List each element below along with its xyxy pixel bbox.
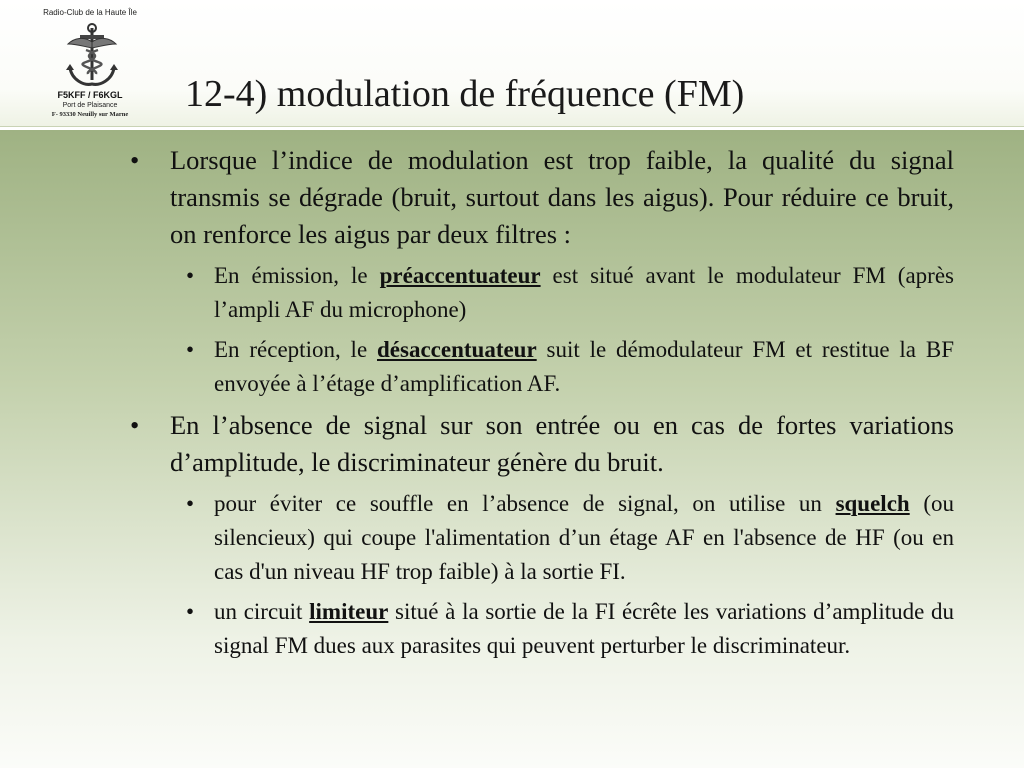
bullet-dot-icon: •	[130, 145, 140, 175]
bullet-1-text: Lorsque l’indice de modulation est trop faible, la qualité du signal transmis se dégrade (bruit, surtout dans les aigus). Pour réduire ce bruit, on renforce les aigus par deux filtres :	[170, 145, 954, 249]
term-squelch: squelch	[835, 491, 910, 516]
sub-text-before: En réception, le	[214, 337, 377, 362]
sub-text-before: un circuit	[214, 599, 310, 624]
bullet-2	[130, 407, 954, 481]
club-name: Radio-Club de la Haute Île	[43, 8, 137, 17]
slide-body	[130, 142, 954, 667]
bullet-dot-icon: •	[186, 263, 195, 288]
sub-text-before: pour éviter ce souffle en l’absence de signal, on utilise un	[214, 491, 836, 516]
sub-text-before: En émission, le	[214, 263, 380, 288]
sub-text-after: situé à la sortie de la FI écrête les variations d’amplitude du signal FM dues aux parasites qui peuvent perturber le discriminateur.	[214, 599, 955, 658]
sub-text-after: suit le démodulateur FM et restitue la BF envoyée à l’étage d’amplification AF.	[214, 337, 954, 396]
bullet-dot-icon: •	[130, 410, 140, 440]
term-desaccentuateur: désaccentuateur	[377, 337, 537, 362]
bullet-dot-icon: •	[186, 491, 195, 516]
term-limiteur: limiteur	[309, 599, 389, 624]
bullet-2-sub-2	[186, 595, 955, 663]
club-port: Port de Plaisance	[62, 102, 118, 109]
bullet-2-sub-1	[186, 487, 954, 589]
club-address: F- 93330 Neuilly sur Marne	[51, 111, 129, 118]
club-callsigns: F5KFF / F6KGL	[57, 90, 123, 100]
bullet-2-text: En l’absence de signal sur son entrée ou en cas de fortes variations d’amplitude, le discriminateur génère du bruit.	[170, 410, 954, 477]
bullet-1	[130, 142, 954, 253]
sub-text-after: (ou silencieux) qui coupe l'alimentation d’un étage AF en l'absence de HF (ou en cas d'un niveau HF trop faible) à la sortie FI.	[214, 491, 954, 584]
bullet-1-sub-1	[186, 259, 954, 327]
anchor-caduceus-icon	[62, 22, 122, 90]
slide-title: 12-4) modulation de fréquence (FM)	[185, 73, 745, 115]
term-preaccentuateur: préaccentuateur	[379, 263, 541, 288]
sub-text-after: est situé avant le modulateur FM (après l’ampli AF du microphone)	[214, 263, 954, 322]
bullet-1-sub-2	[186, 333, 954, 401]
bullet-dot-icon: •	[186, 599, 195, 624]
bullet-dot-icon: •	[186, 337, 195, 362]
